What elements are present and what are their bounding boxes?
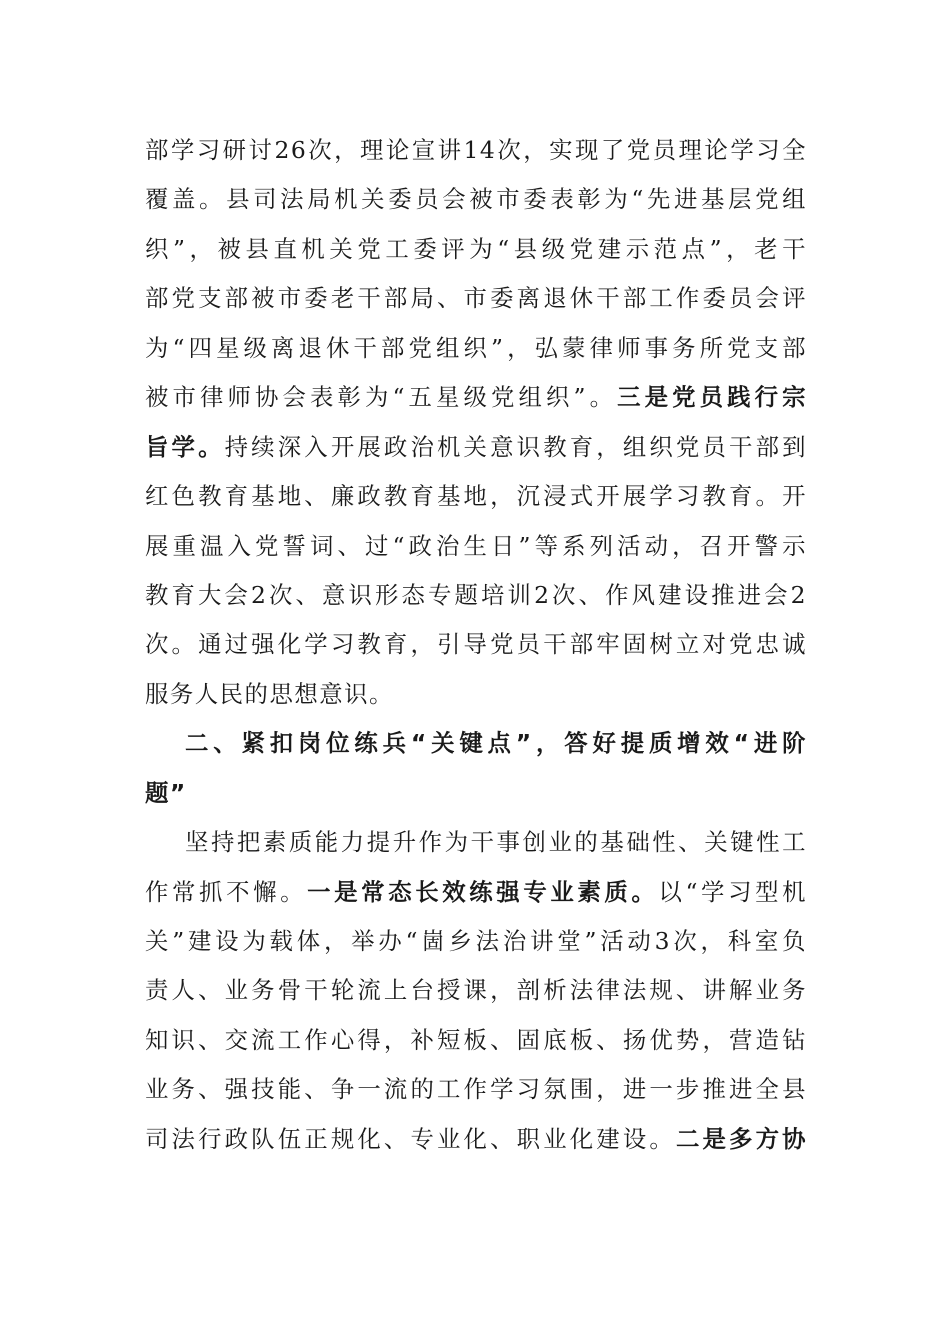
text-line: 部党支部被市委老干部局、市委离退休干部工作委员会评: [145, 284, 807, 313]
text-line: 红色教育基地、廉政教育基地，沉浸式开展学习教育。开: [145, 482, 807, 511]
heading-line: 题”: [145, 778, 187, 807]
bold-subheading: 旨学。: [145, 432, 225, 461]
paragraph-party-study: [145, 126, 807, 719]
text-line: 展重温入党誓词、过“政治生日”等系列活动，召开警示: [145, 531, 807, 560]
text-line: [145, 373, 807, 422]
text-line: 责人、业务骨干轮流上台授课，剖析法律法规、讲解业务: [145, 976, 807, 1005]
text-line: [145, 423, 807, 472]
text-run: 持续深入开展政治机关意识教育，组织党员干部到: [224, 432, 807, 461]
text-line: 为“四星级离退休干部党组织”，弘蒙律师事务所党支部: [145, 333, 807, 362]
text-run: 作常抓不懈。: [145, 877, 308, 906]
text-line: 教育大会2次、意识形态专题培训2次、作风建设推进会2: [145, 580, 807, 609]
text-line: 织”，被县直机关党工委评为“县级党建示范点”，老干: [145, 234, 807, 263]
text-line: 坚持把素质能力提升作为干事创业的基础性、关键性工: [185, 828, 807, 857]
text-run: 被市律师协会表彰为“五星级党组织”。: [145, 383, 618, 412]
text-line: 业务、强技能、争一流的工作学习氛围，进一步推进全县: [145, 1075, 807, 1104]
text-line: 覆盖。县司法局机关委员会被市委表彰为“先进基层党组: [145, 185, 807, 214]
text-run: 司法行政队伍正规化、专业化、职业化建设。: [145, 1124, 676, 1153]
bold-subheading: 二是多方协: [675, 1124, 808, 1153]
text-line: 关”建设为载体，举办“崮乡法治讲堂”活动3次，科室负: [145, 927, 807, 955]
section-heading-2: [145, 719, 807, 818]
text-line: [145, 868, 807, 917]
bold-subheading: 三是党员践行宗: [617, 383, 808, 412]
heading-line: 二、紧扣岗位练兵“关键点”，答好提质增效“进阶: [185, 729, 807, 758]
text-line: 服务人民的思想意识。: [145, 679, 394, 708]
bold-subheading: 一是常态长效练强专业素质。: [307, 877, 659, 906]
document-body: [145, 126, 807, 1164]
text-run: 以“学习型机: [658, 877, 808, 906]
text-line: [145, 1115, 807, 1164]
text-line: 部学习研讨26次，理论宣讲14次，实现了党员理论学习全: [145, 136, 807, 164]
text-line: 知识、交流工作心得，补短板、固底板、扬优势，营造钻: [145, 1025, 807, 1054]
paragraph-skills: [145, 818, 807, 1164]
text-line: 次。通过强化学习教育，引导党员干部牢固树立对党忠诚: [145, 630, 807, 659]
